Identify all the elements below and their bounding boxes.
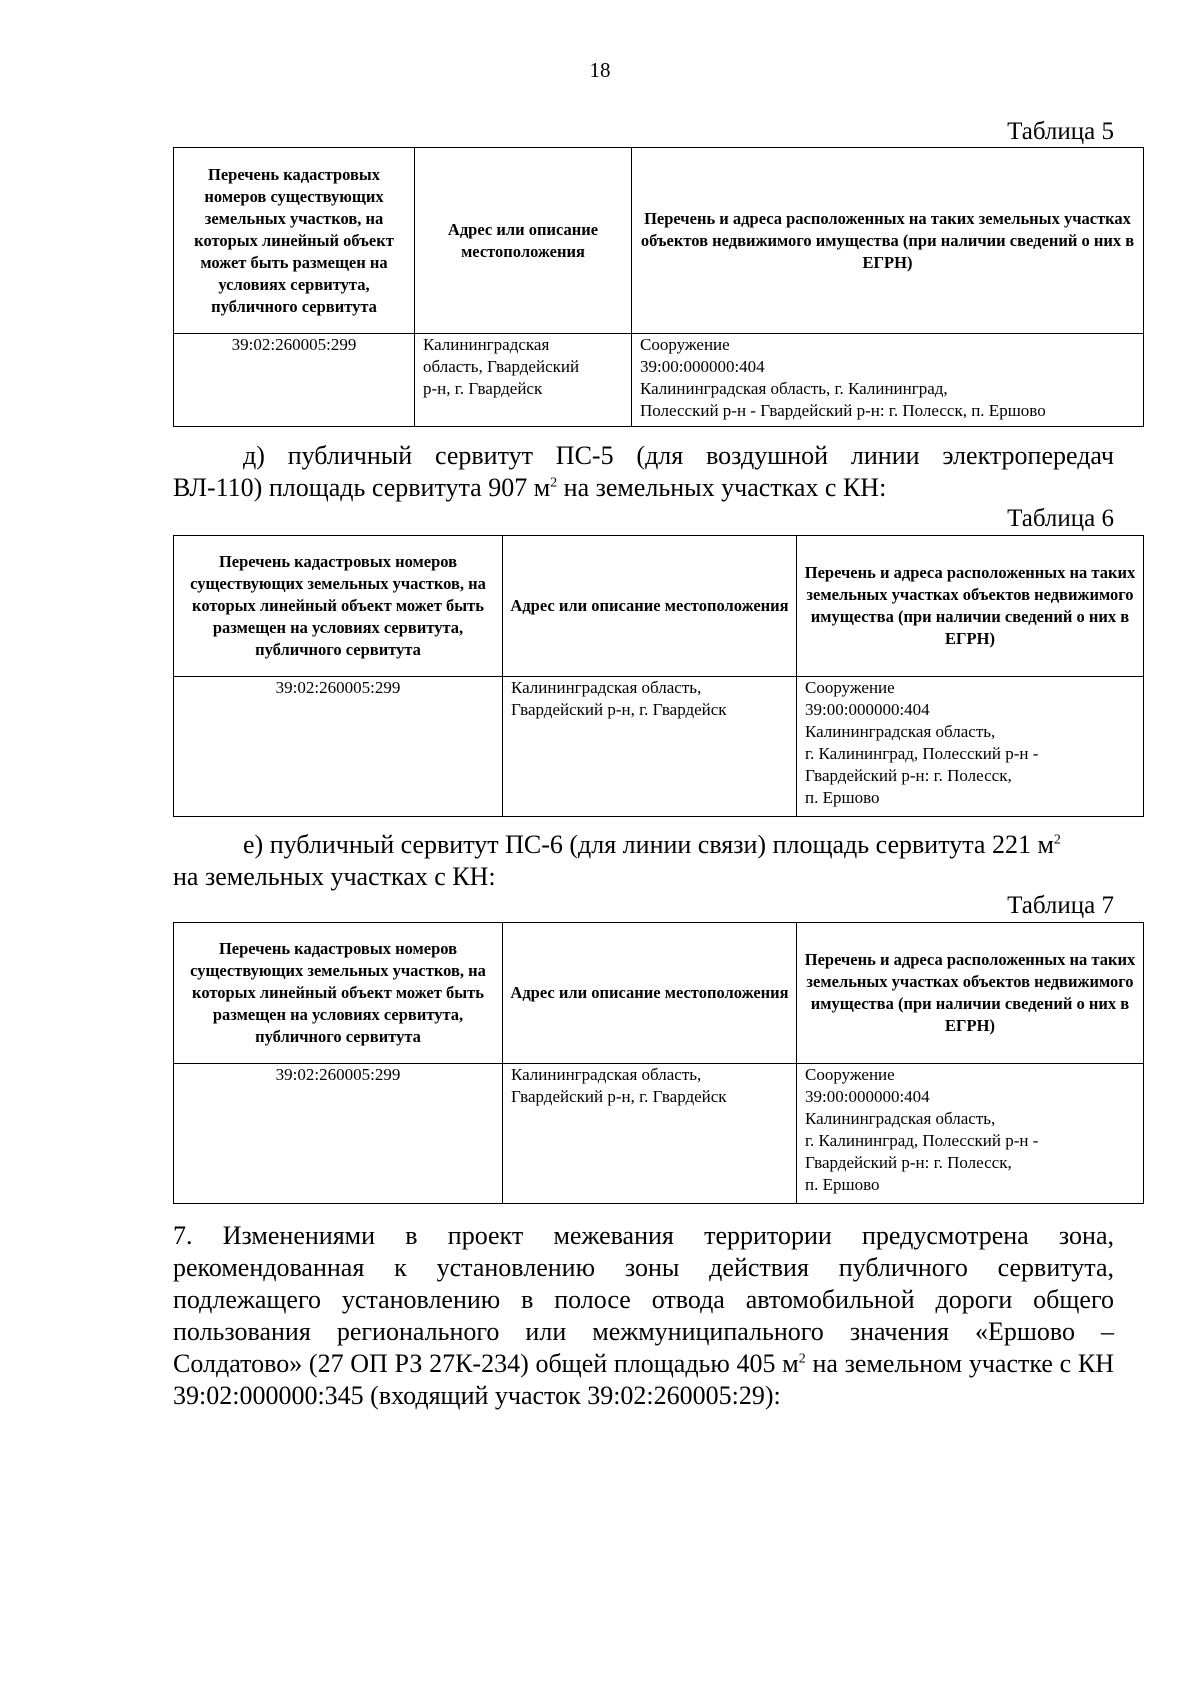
paragraph-d-line1: д) публичный сервитут ПС-5 (для воздушной линии электропередач bbox=[243, 441, 1114, 470]
table-header-row bbox=[174, 536, 1144, 677]
table-5 bbox=[173, 147, 1144, 427]
address-line: Гвардейский р-н, г. Гвардейск bbox=[511, 700, 727, 719]
cell-objects bbox=[632, 334, 1144, 427]
paragraph-d-text: ВЛ-110) площадь сервитута 907 м bbox=[173, 473, 551, 502]
table-header-row bbox=[174, 148, 1144, 334]
object-line: 39:00:000000:404 bbox=[805, 1087, 930, 1106]
header-objects: Перечень и адреса расположенных на таких земельных участках объектов недвижимого имущества (при наличии сведений о них в ЕГРН) bbox=[797, 923, 1144, 1064]
paragraph-e bbox=[173, 829, 1114, 893]
header-cadastral: Перечень кадастровых номеров существующих земельных участков, на которых линейный объект может быть размещен на условиях сервитута, публичного сервитута bbox=[174, 148, 415, 334]
object-line: п. Ершово bbox=[805, 1175, 880, 1194]
object-line: Калининградская область, bbox=[805, 722, 996, 741]
header-objects: Перечень и адреса расположенных на таких земельных участках объектов недвижимого имущества (при наличии сведений о них в ЕГРН) bbox=[632, 148, 1144, 334]
table-6 bbox=[173, 535, 1144, 817]
cell-address bbox=[503, 1064, 797, 1204]
cell-cadastral: 39:02:260005:299 bbox=[174, 334, 415, 427]
address-line: Гвардейский р-н, г. Гвардейск bbox=[511, 1087, 727, 1106]
paragraph-7-body: на земельном участке с КН 39:02:000000:345 (входящий участок 39:02:260005:29): bbox=[173, 1349, 1114, 1410]
object-line: Калининградская область, bbox=[805, 1109, 996, 1128]
paragraph-7-text bbox=[173, 1221, 1114, 1410]
table-7 bbox=[173, 922, 1144, 1204]
object-line: Калининградская область, г. Калининград, bbox=[640, 379, 948, 398]
header-address: Адрес или описание местоположения bbox=[415, 148, 632, 334]
cell-objects bbox=[797, 1064, 1144, 1204]
table-row bbox=[174, 1064, 1144, 1204]
cell-address bbox=[503, 677, 797, 817]
paragraph-7-body: 7. Изменениями в проект межевания территории предусмотрена зона, рекомендованная к установлению зоны действия публичного сервитута, подлежащего установлению в полосе отвода автомобильной дороги общего пользования регионального или межмуниципального значения «Ершово – Солдатово» (27 ОП РЗ 27К-234) общей площадью 405 м bbox=[173, 1221, 1114, 1378]
cell-cadastral: 39:02:260005:299 bbox=[174, 1064, 503, 1204]
header-address: Адрес или описание местоположения bbox=[503, 536, 797, 677]
paragraph-d bbox=[173, 440, 1114, 504]
paragraph-e-line1 bbox=[173, 829, 1114, 861]
object-line: Гвардейский р-н: г. Полесск, bbox=[805, 766, 1012, 785]
object-line: Сооружение bbox=[640, 335, 730, 354]
object-line: г. Калининград, Полесский р-н - bbox=[805, 744, 1039, 763]
cell-address bbox=[415, 334, 632, 427]
header-cadastral: Перечень кадастровых номеров существующих земельных участков, на которых линейный объект может быть размещен на условиях сервитута, публичного сервитута bbox=[174, 923, 503, 1064]
table-header-row bbox=[174, 923, 1144, 1064]
address-line: Калининградская bbox=[423, 335, 550, 354]
address-line: Калининградская область, bbox=[511, 1065, 702, 1084]
table-row bbox=[174, 677, 1144, 817]
table-row bbox=[174, 334, 1144, 427]
object-line: 39:00:000000:404 bbox=[640, 357, 765, 376]
object-line: Полесский р-н - Гвардейский р-н: г. Полесск, п. Ершово bbox=[640, 401, 1046, 420]
cell-objects bbox=[797, 677, 1144, 817]
page-number: 18 bbox=[589, 58, 611, 82]
paragraph-e-line2: на земельных участках с КН: bbox=[173, 862, 496, 891]
table-5-caption: Таблица 5 bbox=[1007, 118, 1114, 145]
header-address: Адрес или описание местоположения bbox=[503, 923, 797, 1064]
object-line: Сооружение bbox=[805, 678, 895, 697]
address-line: Калининградская область, bbox=[511, 678, 702, 697]
table-6-caption: Таблица 6 bbox=[1007, 505, 1114, 532]
paragraph-d-text: на земельных участках с КН: bbox=[557, 473, 887, 502]
paragraph-e-text: е) публичный сервитут ПС-6 (для линии связи) площадь сервитута 221 м bbox=[243, 830, 1054, 859]
object-line: Гвардейский р-н: г. Полесск, bbox=[805, 1153, 1012, 1172]
superscript: 2 bbox=[1053, 832, 1061, 848]
object-line: г. Калининград, Полесский р-н - bbox=[805, 1131, 1039, 1150]
superscript: 2 bbox=[550, 475, 558, 491]
cell-cadastral: 39:02:260005:299 bbox=[174, 677, 503, 817]
table-7-caption: Таблица 7 bbox=[1007, 892, 1114, 919]
address-line: р-н, г. Гвардейск bbox=[423, 379, 543, 398]
object-line: п. Ершово bbox=[805, 788, 880, 807]
paragraph-d-line2 bbox=[173, 473, 886, 502]
superscript: 2 bbox=[798, 1351, 806, 1367]
object-line: 39:00:000000:404 bbox=[805, 700, 930, 719]
header-cadastral: Перечень кадастровых номеров существующих земельных участков, на которых линейный объект может быть размещен на условиях сервитута, публичного сервитута bbox=[174, 536, 503, 677]
address-line: область, Гвардейский bbox=[423, 357, 580, 376]
object-line: Сооружение bbox=[805, 1065, 895, 1084]
paragraph-7 bbox=[173, 1220, 1114, 1412]
header-objects: Перечень и адреса расположенных на таких земельных участках объектов недвижимого имущества (при наличии сведений о них в ЕГРН) bbox=[797, 536, 1144, 677]
